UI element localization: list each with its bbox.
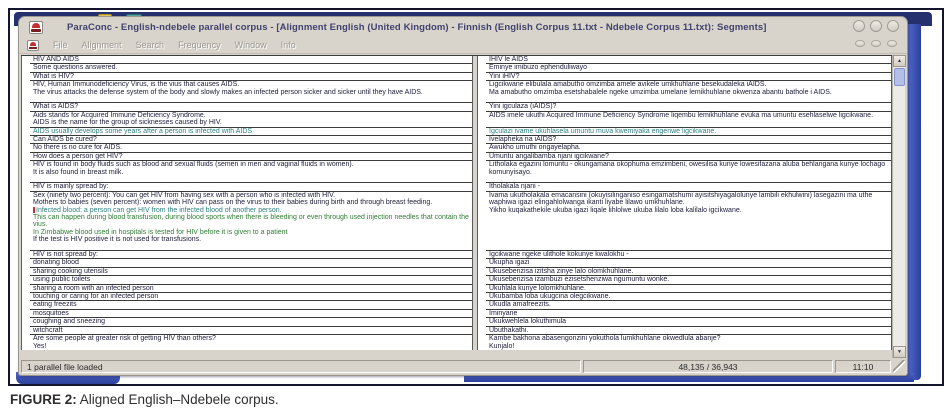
segment-line: AIDS usually develops some years after a person is infected with AIDS bbox=[33, 127, 253, 135]
segment-cell-english[interactable] bbox=[21, 103, 473, 111]
status-bar bbox=[19, 358, 907, 375]
segment-row bbox=[21, 285, 905, 293]
minimize-button[interactable] bbox=[853, 20, 865, 32]
segment-row bbox=[21, 81, 905, 103]
segment-cell-ndebele[interactable] bbox=[477, 136, 892, 144]
status-message: 1 parallel file loaded bbox=[21, 360, 581, 373]
background-window-right-edge bbox=[908, 24, 921, 380]
segment-line: Ukukwehlela lokuthimula bbox=[489, 318, 567, 326]
segment-row bbox=[21, 276, 905, 284]
segment-line: Infected blood: a person can get HIV from the infected blood of another person. bbox=[33, 207, 470, 214]
segment-line: sharing a room with an infected person bbox=[33, 284, 154, 292]
vertical-scrollbar[interactable] bbox=[892, 55, 905, 358]
segment-row bbox=[21, 144, 905, 152]
segment-line: donating blood bbox=[33, 259, 79, 267]
window-title: ParaConc - English-ndebele parallel corpus - [Alignment English (United Kingdom) - Finnish (English Corpus 11.txt - Ndebele Corpus 11.txt): Segments] bbox=[67, 21, 767, 33]
segment-line: coughing and sneezing bbox=[33, 318, 106, 326]
segment-line: Aids stands for Acquired Immune Deficiency Syndrome. bbox=[33, 111, 206, 119]
segment-cell-ndebele[interactable] bbox=[477, 56, 892, 64]
segment-cell-english[interactable] bbox=[21, 56, 473, 64]
segment-cell-ndebele[interactable] bbox=[477, 64, 892, 72]
segment-cell-english[interactable] bbox=[21, 293, 473, 301]
segment-line: HIV, Human Immunodeficiency Virus, is the vius that causes AIDS. bbox=[33, 81, 240, 89]
segment-cell-english[interactable] bbox=[21, 112, 473, 128]
segment-row bbox=[21, 64, 905, 72]
scrollbar-thumb[interactable] bbox=[894, 68, 905, 86]
segment-cell-english[interactable] bbox=[21, 153, 473, 161]
segment-line: Sex (ninety two percent): You can get HIV from having sex with a person who is infected with HIV. bbox=[33, 191, 336, 199]
segment-row bbox=[21, 301, 905, 309]
segment-cell-ndebele[interactable] bbox=[477, 310, 892, 318]
segment-line: Ubuthakathi. bbox=[489, 326, 529, 334]
segment-cell-english[interactable] bbox=[21, 343, 473, 350]
segment-cell-ndebele[interactable] bbox=[477, 81, 892, 103]
segment-row bbox=[21, 192, 905, 251]
segment-cell-english[interactable] bbox=[21, 183, 473, 191]
segment-line: Awukho umuthi ongayelapha. bbox=[489, 144, 581, 152]
segment-cell-ndebele[interactable] bbox=[477, 183, 892, 191]
segment-row bbox=[21, 161, 905, 183]
segment-cell-english[interactable] bbox=[21, 285, 473, 293]
segment-line: Ukuhlala kunye lolomkhuhlane. bbox=[489, 284, 586, 292]
segment-line: IHIV le AIDS bbox=[489, 56, 528, 63]
text-cursor bbox=[33, 207, 35, 213]
segment-cell-ndebele[interactable] bbox=[477, 103, 892, 111]
figure-frame bbox=[8, 8, 944, 386]
segment-row bbox=[21, 259, 905, 267]
segment-cell-english[interactable] bbox=[21, 276, 473, 284]
segment-line: Iminyane bbox=[489, 309, 518, 317]
segment-line: witchcraft bbox=[33, 326, 63, 334]
segment-row bbox=[21, 128, 905, 136]
segment-line: Ivelapheka na iAIDS? bbox=[489, 136, 557, 144]
segment-line: If the test is HIV positive it is not used for transfusions. bbox=[33, 236, 202, 244]
segment-cell-ndebele[interactable] bbox=[477, 128, 892, 136]
segment-line: No there is no cure for AIDS. bbox=[33, 144, 123, 152]
segment-cell-english[interactable] bbox=[21, 259, 473, 267]
child-minimize-button[interactable] bbox=[855, 40, 865, 47]
segment-line: Are some people at greater risk of getting HIV than others? bbox=[33, 335, 216, 343]
segment-line: Ukubamba loba ukugcina olegcikwane. bbox=[489, 293, 611, 301]
segment-line: Itholakala njani - bbox=[489, 183, 540, 191]
segment-line: Ukupha igazi bbox=[489, 259, 530, 267]
segment-cell-ndebele[interactable] bbox=[477, 285, 892, 293]
segment-grid bbox=[21, 55, 905, 358]
child-window-controls bbox=[855, 40, 897, 47]
segment-row bbox=[21, 73, 905, 81]
figure-caption bbox=[10, 392, 279, 407]
segment-cell-ndebele[interactable] bbox=[477, 259, 892, 267]
segment-line: Igculazi ivame ukuhlasela umuntu muva kwemiyaka engenwe ligcikwane. bbox=[489, 127, 717, 135]
segment-line: Mothers to babies (seven percent): women with HIV can pass on the virus to their babies during birth and through breast feeding. bbox=[33, 199, 433, 207]
segment-cell-ndebele[interactable] bbox=[477, 318, 892, 326]
segment-cell-ndebele[interactable] bbox=[477, 251, 892, 259]
segment-cell-english[interactable] bbox=[21, 335, 473, 342]
segment-line: Some questions answered. bbox=[33, 64, 118, 72]
scroll-down-button[interactable]: ▼ bbox=[893, 346, 906, 358]
segment-line: AIDS imele ukuthi Acquired Immune Deficiency Syndrome liqembu lemikhuhlane evuka ma umuntu esehlaselwe ligcikwane. bbox=[489, 111, 874, 119]
paraconc-window bbox=[18, 16, 908, 376]
segment-line: What is HIV? bbox=[33, 72, 74, 80]
segment-line: HIV is found in body fluids such as blood and sexual fluids (semen in men and vaginal fluids in women). bbox=[33, 161, 354, 169]
segment-cell-english[interactable] bbox=[21, 192, 473, 251]
segment-line: using public toilets bbox=[33, 276, 91, 284]
resize-grip[interactable] bbox=[893, 360, 905, 373]
segment-line: Yikho kuqakathekile ukuba igazi liqale lihlolwe ukuba lilalo loba kalilalo igcikwane. bbox=[489, 206, 742, 214]
segment-cell-english[interactable] bbox=[21, 73, 473, 81]
segment-line: The virus attacks the defense system of the body and slowly makes an infected person sicker and sicker until they have AIDS. bbox=[33, 88, 423, 96]
segment-line: HIV is not spread by: bbox=[33, 251, 98, 259]
segment-cell-english[interactable] bbox=[21, 64, 473, 72]
menu-frequency[interactable]: Frequency bbox=[178, 40, 221, 50]
segment-row bbox=[21, 310, 905, 318]
close-button[interactable] bbox=[887, 20, 899, 32]
segment-line: touching or caring for an infected person bbox=[33, 293, 159, 301]
segment-line: AIDS is the name for the group of sicknesses caused by HIV. bbox=[33, 119, 222, 127]
segment-row bbox=[21, 103, 905, 111]
segment-row bbox=[21, 112, 905, 128]
segment-row bbox=[21, 136, 905, 144]
segment-line: Yini iHIV? bbox=[489, 72, 520, 80]
segment-cell-english[interactable] bbox=[21, 161, 473, 183]
menu-bar bbox=[19, 37, 907, 54]
child-restore-button[interactable] bbox=[871, 40, 881, 47]
segment-line: eating freezits bbox=[33, 301, 77, 309]
segment-cell-english[interactable] bbox=[21, 268, 473, 276]
segment-row bbox=[21, 268, 905, 276]
segment-row bbox=[21, 327, 905, 335]
segment-cell-english[interactable] bbox=[21, 81, 473, 103]
menu-alignment[interactable]: Alignment bbox=[81, 40, 122, 50]
menu-search[interactable]: Search bbox=[135, 40, 165, 50]
segment-cell-ndebele[interactable] bbox=[477, 153, 892, 161]
menu-info[interactable]: Info bbox=[280, 40, 296, 50]
segment-line: Can AIDS be cured? bbox=[33, 136, 97, 144]
segment-line: Ivama ukutholakala emacansini (okuyisilinganiso esingamatshumi ayisitshiyagalolunye lambili ekhulwini) lasegazini ma uthe waphiwa igazi elingahlolwanga ikanti liyabe lilawo umkhuhlane. bbox=[489, 191, 873, 207]
paraconc-logo-icon bbox=[29, 21, 43, 34]
segment-line: Ukudla amafreezits. bbox=[489, 301, 551, 309]
segment-row bbox=[21, 318, 905, 326]
screenshot-area bbox=[10, 10, 942, 384]
document-icon bbox=[27, 40, 39, 51]
segment-cell-english[interactable] bbox=[21, 144, 473, 152]
segment-line: Ligcikwane elibulala amabutho omzimba amele avikele umkhuhlane besekudaleka iAIDS. bbox=[489, 81, 767, 89]
segment-row bbox=[21, 153, 905, 161]
menu-window[interactable]: Window bbox=[234, 40, 267, 50]
figure-caption-text: Aligned English–Ndebele corpus. bbox=[76, 392, 279, 407]
segment-line: Yini igculaza (iAIDS)? bbox=[489, 103, 557, 111]
segment-cell-ndebele[interactable] bbox=[477, 73, 892, 81]
segment-cell-english[interactable] bbox=[21, 318, 473, 326]
segment-line: sharing cooking utensils bbox=[33, 267, 108, 275]
segment-line: What is AIDS? bbox=[33, 103, 79, 111]
segment-row bbox=[21, 335, 905, 342]
segment-cell-english[interactable] bbox=[21, 327, 473, 335]
status-word-counts: 48,135 / 36,943 bbox=[583, 360, 833, 373]
segment-row bbox=[21, 183, 905, 191]
segment-line: Eminye imibuzo ephenduliwayo bbox=[489, 64, 588, 72]
segment-cell-ndebele[interactable] bbox=[477, 192, 892, 251]
segment-cell-ndebele[interactable] bbox=[477, 327, 892, 335]
window-titlebar[interactable] bbox=[19, 17, 907, 37]
segment-cell-english[interactable] bbox=[21, 251, 473, 259]
segment-cell-ndebele[interactable] bbox=[477, 293, 892, 301]
segment-cell-english[interactable] bbox=[21, 301, 473, 309]
segment-line: Yes! bbox=[33, 342, 47, 350]
segment-row bbox=[21, 343, 905, 350]
segment-cell-english[interactable] bbox=[21, 128, 473, 136]
segment-cell-ndebele[interactable] bbox=[477, 112, 892, 128]
segment-cell-english[interactable] bbox=[21, 136, 473, 144]
segment-line: How does a person get HIV? bbox=[33, 152, 123, 160]
scroll-up-button[interactable]: ▲ bbox=[893, 55, 906, 67]
segment-line: It is also found in breast milk. bbox=[33, 168, 124, 176]
segment-line: Kambe bakhona abasengonzini yokuthola lumkhuhlane okwedlula abanje? bbox=[489, 335, 721, 343]
segment-cell-ndebele[interactable] bbox=[477, 343, 892, 350]
segment-cell-ndebele[interactable] bbox=[477, 301, 892, 309]
figure-caption-label: FIGURE 2: bbox=[10, 392, 77, 407]
segment-line: This can happen during blood transfusion, during blood sports when there is bleeding or even through used injection needles that contain the vius. bbox=[33, 214, 469, 229]
segment-row bbox=[21, 293, 905, 301]
segment-row bbox=[21, 56, 905, 64]
segment-line: Ma amabutho omzimba esetshabalele ngeke umzimba umelane lemikhuhlane okwenza abantu bathole i AIDS. bbox=[489, 88, 832, 96]
segment-line: Litholaka egazini lomuntu - okungamana okophuma emzimbeni, owesilisa kunye lowesifazana aluba behlangana kunye lochago komunyisayo. bbox=[489, 161, 886, 176]
menu-file[interactable]: File bbox=[53, 40, 68, 50]
segment-line: Umuntu angalibamba njani igcikwane? bbox=[489, 152, 609, 160]
segment-cell-ndebele[interactable] bbox=[477, 161, 892, 183]
segment-line: Ukusebenzisa izambuzi ezisetshenziwa ngumuntu wonke. bbox=[489, 276, 670, 284]
window-controls bbox=[853, 20, 899, 32]
segment-line: Ukusebenzisa izitsha zinye lalo olomkhuhlane. bbox=[489, 267, 634, 275]
segment-line: HIV is mainly spread by: bbox=[33, 183, 109, 191]
segment-row bbox=[21, 251, 905, 259]
segment-line: HIV AND AIDS bbox=[33, 56, 79, 63]
segment-cell-ndebele[interactable] bbox=[477, 268, 892, 276]
segment-cell-ndebele[interactable] bbox=[477, 144, 892, 152]
segment-line: mosquitoes bbox=[33, 309, 69, 317]
segment-line: Igcikwane ngeke ulithole kokunye kwalokhu - bbox=[489, 251, 629, 259]
status-time: 11:10 bbox=[835, 360, 891, 373]
segment-cell-ndebele[interactable] bbox=[477, 276, 892, 284]
segment-cell-ndebele[interactable] bbox=[477, 335, 892, 342]
segment-line: In Zimbabwe blood used in hospitals is tested for HIV before it is given to a patient bbox=[33, 228, 288, 236]
maximize-button[interactable] bbox=[870, 20, 882, 32]
alignment-content bbox=[19, 54, 907, 358]
segment-line: Kunjalo! bbox=[489, 342, 515, 350]
child-close-button[interactable] bbox=[887, 40, 897, 47]
segment-cell-english[interactable] bbox=[21, 310, 473, 318]
